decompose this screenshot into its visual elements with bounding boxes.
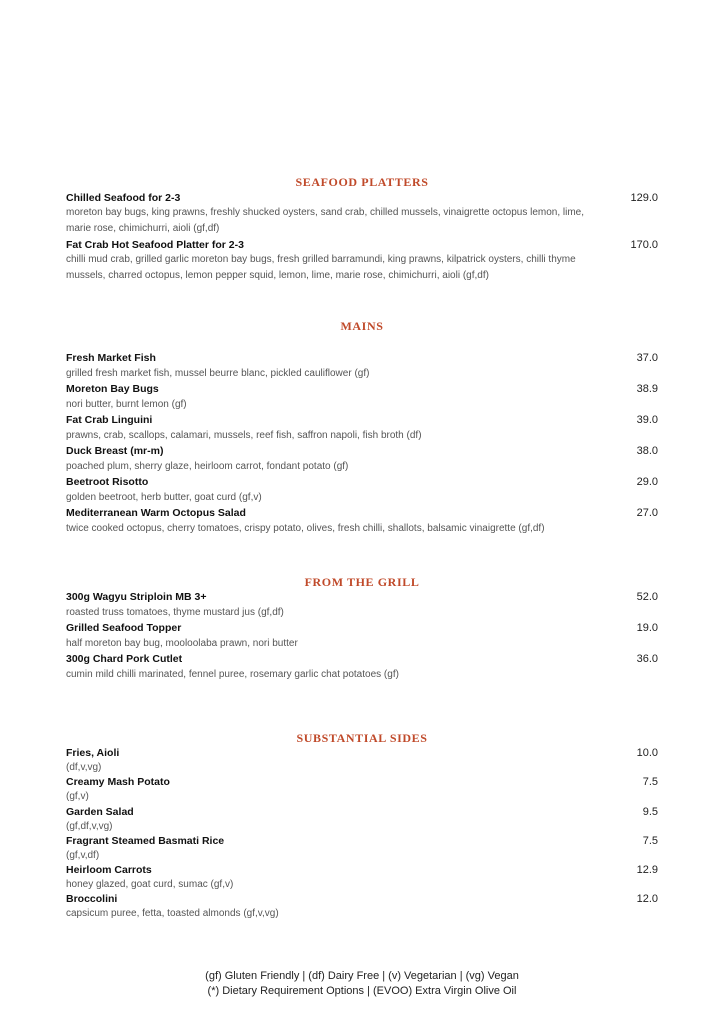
menu-item-description: twice cooked octopus, cherry tomatoes, crispy potato, olives, fresh chilli, shallots, balsamic vinaigrette (gf,df) <box>66 523 545 534</box>
menu-item-price: 52.0 <box>636 591 658 603</box>
menu-item-name: Beetroot Risotto <box>66 476 149 488</box>
menu-item-price: 39.0 <box>636 414 658 426</box>
menu-item-price: 129.0 <box>630 192 658 204</box>
menu-item-name: Garden Salad <box>66 806 134 818</box>
menu-item-price: 12.9 <box>636 864 658 876</box>
menu-item-price: 7.5 <box>642 776 658 788</box>
menu-item-name: Fries, Aioli <box>66 747 120 759</box>
menu-item-description: capsicum puree, fetta, toasted almonds (gf,v,vg) <box>66 908 279 919</box>
dietary-legend-line-2: (*) Dietary Requirement Options | (EVOO) Extra Virgin Olive Oil <box>207 985 517 997</box>
menu-item-name: Moreton Bay Bugs <box>66 383 159 395</box>
menu-item-name: Duck Breast (mr-m) <box>66 445 164 457</box>
section-title-substantial-sides: SUBSTANTIAL SIDES <box>296 731 428 745</box>
menu-item-description: nori butter, burnt lemon (gf) <box>66 399 187 410</box>
menu-item-name: Fat Crab Linguini <box>66 414 153 426</box>
menu-item-price: 170.0 <box>630 239 658 251</box>
menu-item-description: (gf,v) <box>66 791 89 802</box>
menu-item-price: 36.0 <box>636 653 658 665</box>
menu-item-description: (gf,df,v,vg) <box>66 821 113 832</box>
menu-item-price: 7.5 <box>642 835 658 847</box>
menu-item-description: honey glazed, goat curd, sumac (gf,v) <box>66 879 234 890</box>
section-title-from-the-grill: FROM THE GRILL <box>304 575 420 589</box>
menu-item-name: 300g Chard Pork Cutlet <box>66 653 183 665</box>
menu-item-price: 29.0 <box>636 476 658 488</box>
menu-item-name: Grilled Seafood Topper <box>66 622 182 634</box>
menu-item-name: Mediterranean Warm Octopus Salad <box>66 507 246 519</box>
menu-item-name: Fragrant Steamed Basmati Rice <box>66 835 225 847</box>
menu-item-description: half moreton bay bug, mooloolaba prawn, nori butter <box>66 638 298 649</box>
menu-item-name: Creamy Mash Potato <box>66 776 170 788</box>
menu-item-description: (df,v,vg) <box>66 762 102 773</box>
menu-item-description: chilli mud crab, grilled garlic moreton bay bugs, fresh grilled barramundi, king prawns, kilpatrick oysters, chilli thyme mussels, charred octopus, lemon pepper squid, lemon, lime, marie rose, chimichurri, aioli (gf,df) <box>66 254 576 281</box>
menu-item-name: Chilled Seafood for 2-3 <box>66 192 181 204</box>
menu-item-price: 38.9 <box>636 383 658 395</box>
menu-item-description: moreton bay bugs, king prawns, freshly shucked oysters, sand crab, chilled mussels, vinaigrette octopus lemon, lime, marie rose, chimichurri, aioli (gf,df) <box>66 207 585 234</box>
section-title-seafood-platters: SEAFOOD PLATTERS <box>295 175 429 189</box>
menu-item-price: 27.0 <box>636 507 658 519</box>
menu-item-name: 300g Wagyu Striploin MB 3+ <box>66 591 207 603</box>
section-title-mains: MAINS <box>340 319 384 333</box>
menu-item-description: golden beetroot, herb butter, goat curd (gf,v) <box>66 492 262 503</box>
menu-item-name: Fat Crab Hot Seafood Platter for 2-3 <box>66 239 244 251</box>
menu-item-description: prawns, crab, scallops, calamari, mussels, reef fish, saffron napoli, fish broth (df) <box>66 430 422 441</box>
menu-item-price: 19.0 <box>636 622 658 634</box>
menu-item-name: Fresh Market Fish <box>66 352 156 364</box>
menu-item-price: 37.0 <box>636 352 658 364</box>
menu-item-name: Broccolini <box>66 893 118 905</box>
menu-item-description: grilled fresh market fish, mussel beurre blanc, pickled cauliflower (gf) <box>66 368 370 379</box>
menu-item-price: 10.0 <box>636 747 658 759</box>
menu-item-description: poached plum, sherry glaze, heirloom carrot, fondant potato (gf) <box>66 461 349 472</box>
menu-item-name: Heirloom Carrots <box>66 864 152 876</box>
menu-item-description: (gf,v,df) <box>66 850 100 861</box>
menu-item-description: cumin mild chilli marinated, fennel puree, rosemary garlic chat potatoes (gf) <box>66 669 399 680</box>
menu-item-price: 38.0 <box>636 445 658 457</box>
menu-item-price: 9.5 <box>642 806 658 818</box>
menu-item-description: roasted truss tomatoes, thyme mustard jus (gf,df) <box>66 607 284 618</box>
menu-item-price: 12.0 <box>636 893 658 905</box>
dietary-legend-line-1: (gf) Gluten Friendly | (df) Dairy Free | (v) Vegetarian | (vg) Vegan <box>205 970 519 982</box>
